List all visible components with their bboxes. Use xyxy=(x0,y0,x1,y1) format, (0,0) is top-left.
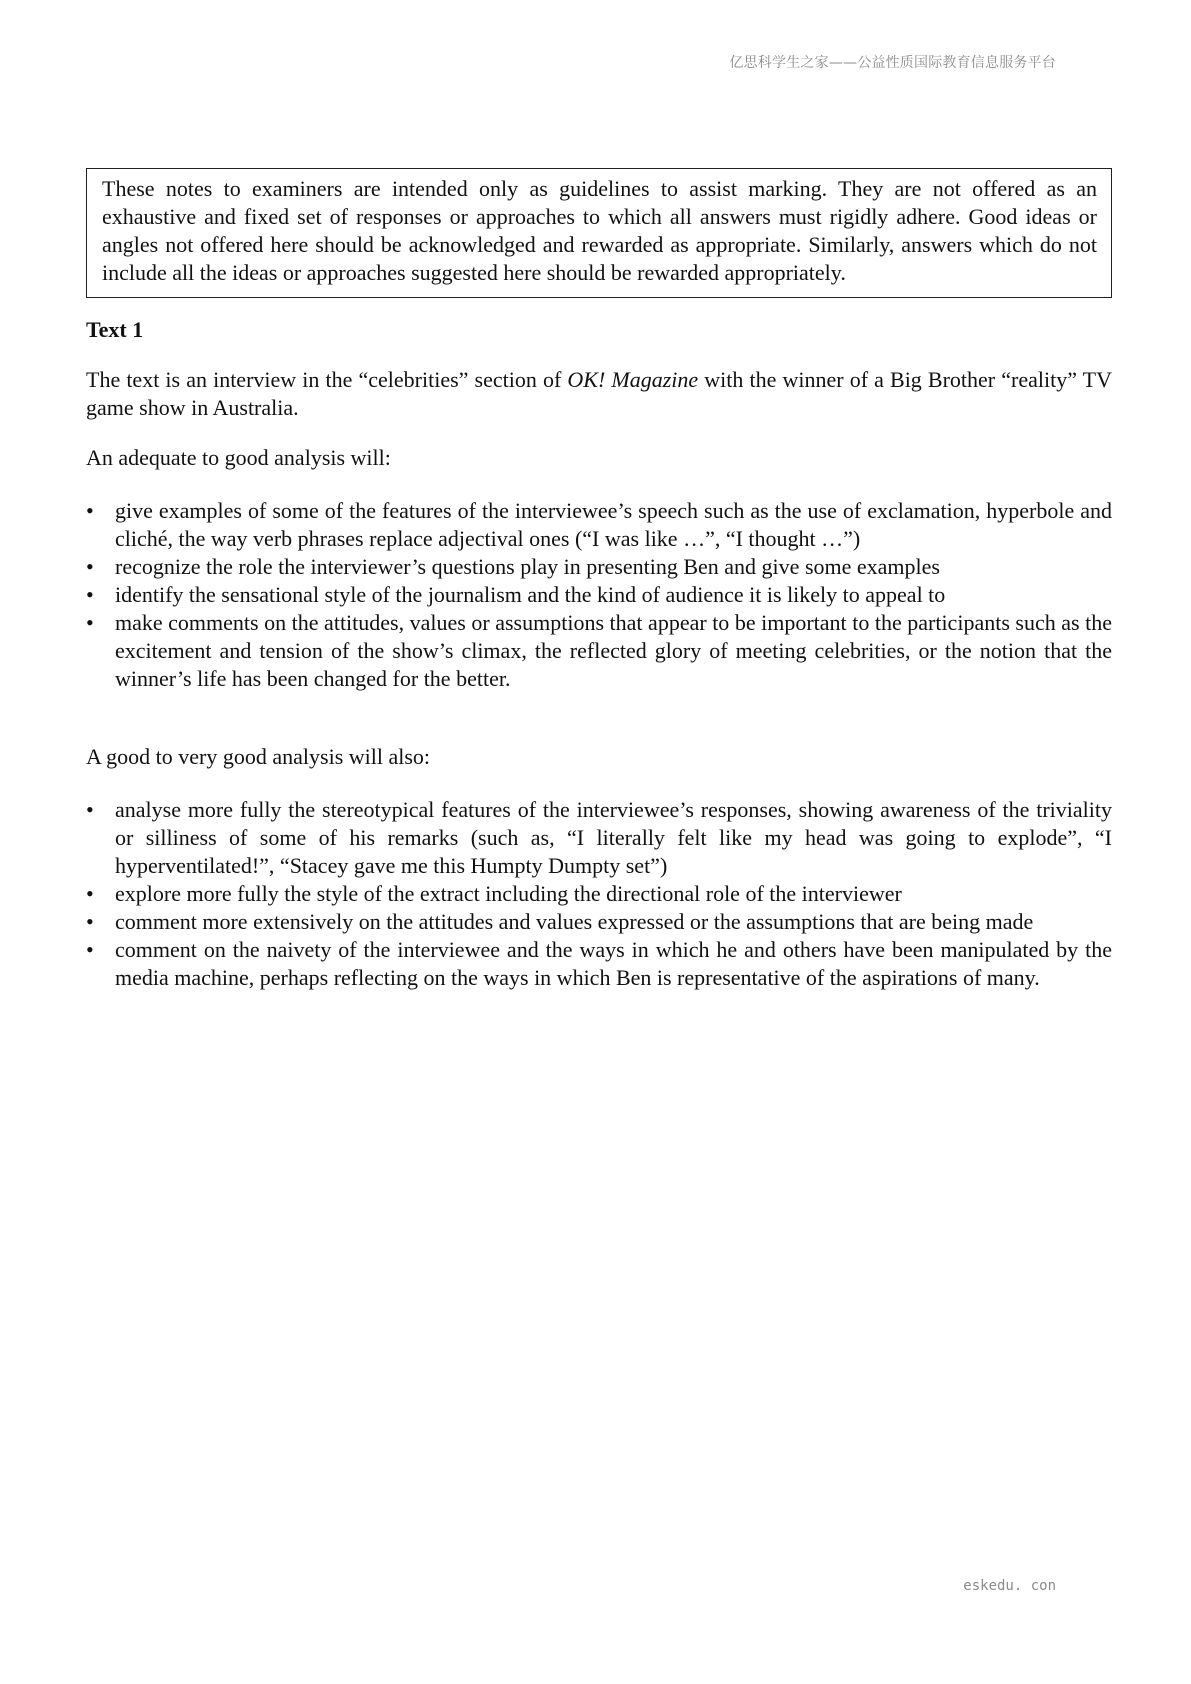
list-item xyxy=(86,880,1112,908)
list-item xyxy=(86,936,1112,992)
bullet-icon: • xyxy=(86,554,94,579)
section-title: Text 1 xyxy=(86,317,144,342)
list-item-text: recognize the role the interviewer’s questions play in presenting Ben and give some examples xyxy=(115,554,940,579)
list-item-text: comment on the naivety of the interviewee and the ways in which he and others have been manipulated by the media machine, perhaps reflecting on the ways in which Ben is representative of the aspirations of many. xyxy=(115,937,1112,990)
bullet-icon: • xyxy=(86,498,94,523)
list-item xyxy=(86,553,1112,581)
list-item xyxy=(86,796,1112,880)
page-footer: eskedu. con xyxy=(963,1578,1056,1594)
list-item-text: analyse more fully the stereotypical features of the interviewee’s responses, showing awareness of the triviality or silliness of some of his remarks (such as, “I literally felt like my head was going to explode”, “I hyperventilated!”, “Stacey gave me this Humpty Dumpty set”) xyxy=(115,797,1112,878)
examiner-notice-box xyxy=(86,168,1112,298)
examiner-notice-text: These notes to examiners are intended only as guidelines to assist marking. They are not offered as an exhaustive and fixed set of responses or approaches to which all answers must rigidly adhere. Good ideas or angles not offered here should be acknowledged and rewarded as appropriate. Similarly, answers which do not include all the ideas or approaches suggested here should be rewarded appropriately. xyxy=(102,176,1097,285)
bullet-icon: • xyxy=(86,582,94,607)
magazine-title: OK! Magazine xyxy=(567,367,699,392)
intro-text-after: with the winner of a Big Brother “reality” TV game show in Australia. xyxy=(86,367,1112,420)
bullet-icon: • xyxy=(86,909,94,934)
list-item-text: identify the sensational style of the journalism and the kind of audience it is likely to appeal to xyxy=(115,582,946,607)
list-item-text: make comments on the attitudes, values or assumptions that appear to be important to the participants such as the excitement and tension of the show’s climax, the reflected glory of meeting celebrities, or the notion that the winner’s life has been changed for the better. xyxy=(115,610,1112,691)
good-list xyxy=(86,796,1112,992)
list-item xyxy=(86,609,1112,693)
intro-paragraph xyxy=(86,366,1112,422)
list-item xyxy=(86,581,1112,609)
good-lead: A good to very good analysis will also: xyxy=(86,744,431,769)
bullet-icon: • xyxy=(86,881,94,906)
intro-text-before: The text is an interview in the “celebrities” section of xyxy=(86,367,568,392)
list-item-text: give examples of some of the features of the interviewee’s speech such as the use of exclamation, hyperbole and cliché, the way verb phrases replace adjectival ones (“I was like …”, “I thought …”) xyxy=(115,498,1112,551)
document-body xyxy=(86,168,1112,992)
bullet-icon: • xyxy=(86,610,94,635)
bullet-icon: • xyxy=(86,797,94,822)
adequate-lead: An adequate to good analysis will: xyxy=(86,445,391,470)
page-header: 亿思科学生之家——公益性质国际教育信息服务平台 xyxy=(729,55,1056,71)
adequate-list xyxy=(86,497,1112,693)
list-item xyxy=(86,497,1112,553)
list-item-text: comment more extensively on the attitudes and values expressed or the assumptions that are being made xyxy=(115,909,1034,934)
bullet-icon: • xyxy=(86,937,94,962)
list-item-text: explore more fully the style of the extract including the directional role of the interviewer xyxy=(115,881,902,906)
list-item xyxy=(86,908,1112,936)
